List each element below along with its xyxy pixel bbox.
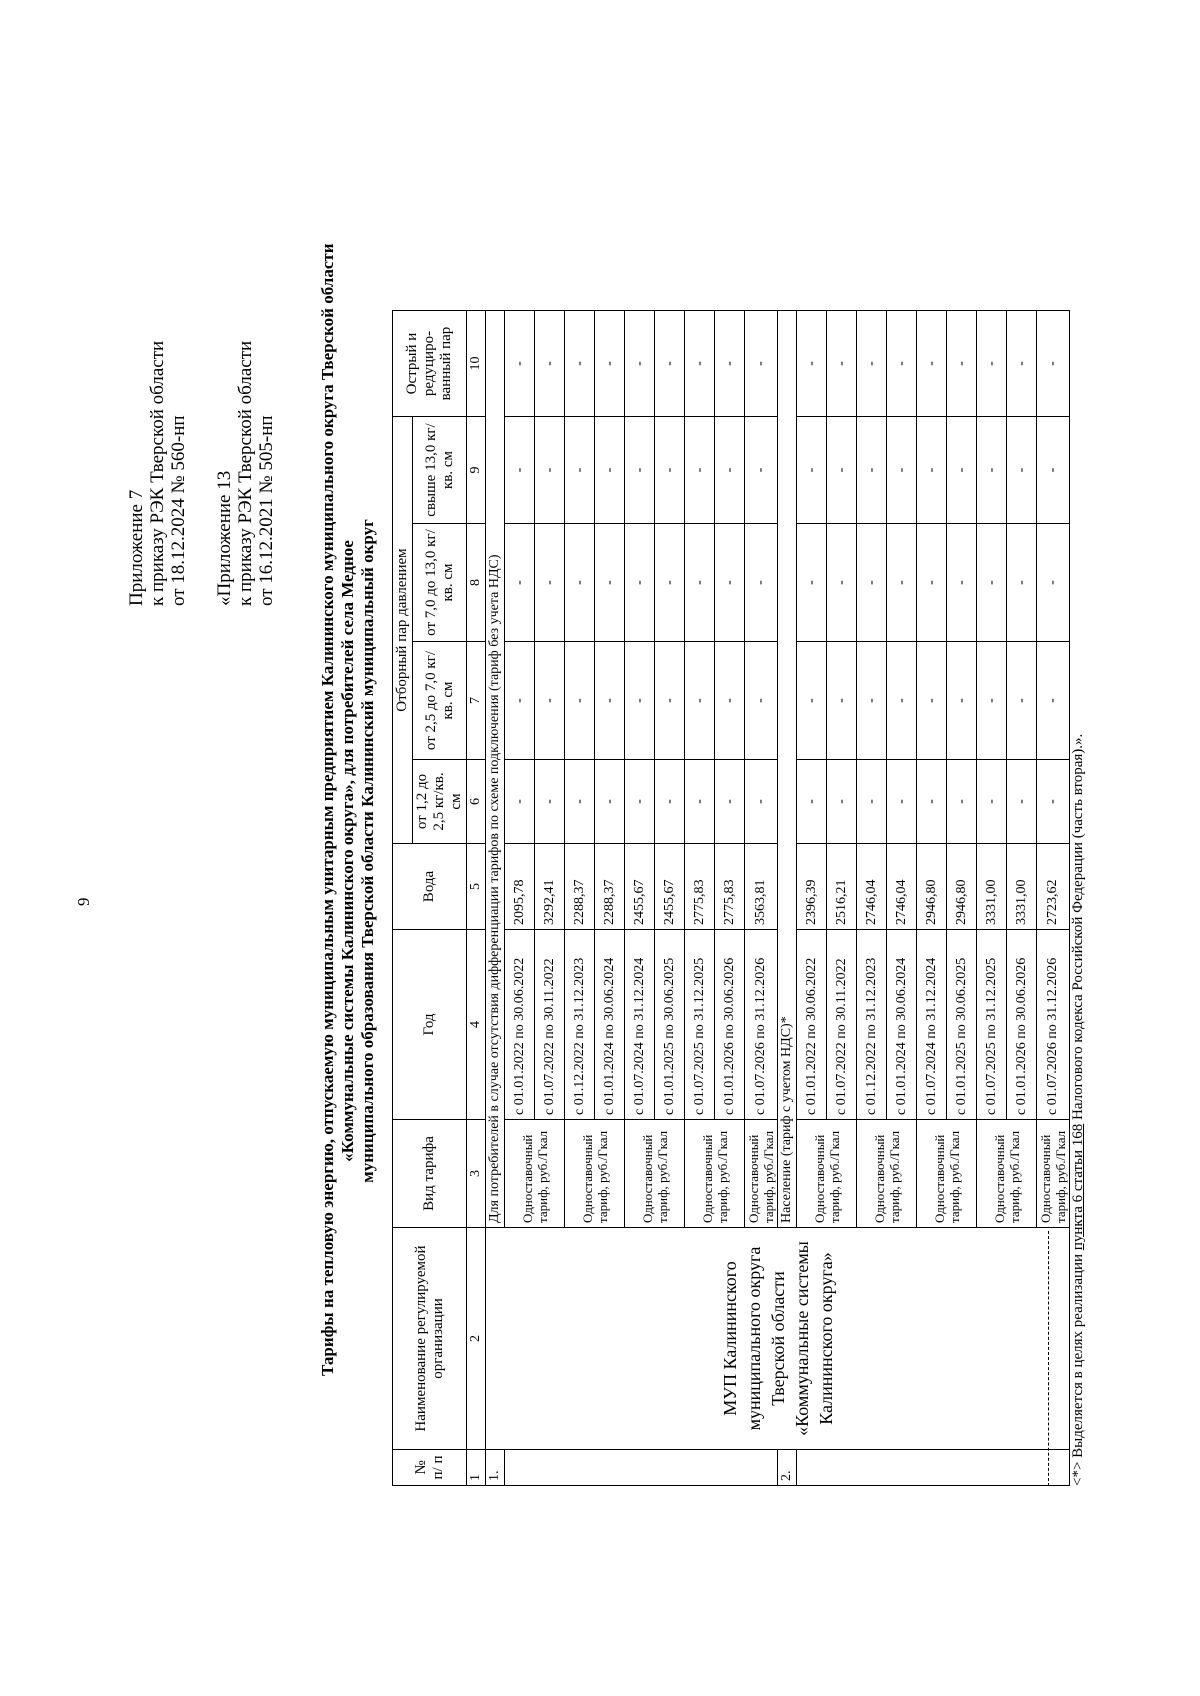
header-pressure-3: от 7,0 до 13,0 кг/кв. см xyxy=(413,524,467,642)
water-value-cell: 2946,80 xyxy=(917,844,947,930)
water-value-cell: 2455,67 xyxy=(625,844,655,930)
footnote-suffix: Налогового кодекса Российской Федерации (часть вторая).». xyxy=(1070,733,1086,1124)
dash-cell: - xyxy=(887,760,917,844)
dash-cell: - xyxy=(797,524,827,642)
section-title: Для потребителей в случае отсутствия дифференциации тарифов по схеме подключения (тариф без учета НДС) xyxy=(486,311,505,1228)
dash-cell: - xyxy=(857,311,887,417)
appendix-new-line1: Приложение 7 xyxy=(126,489,147,606)
water-value-cell: 2723,62 xyxy=(1037,844,1070,930)
dash-cell: - xyxy=(685,760,715,844)
water-value-cell: 2775,83 xyxy=(715,844,745,930)
dash-cell: - xyxy=(1007,760,1037,844)
tariff-type-cell: Одноставочный тариф, руб./Гкал xyxy=(797,1120,857,1228)
appendix-old-line3: от 16.12.2021 № 505-нп xyxy=(256,415,277,606)
dash-cell: - xyxy=(745,760,778,844)
dash-cell: - xyxy=(977,417,1007,524)
water-value-cell: 2746,04 xyxy=(857,844,887,930)
appendix-new-line3: от 18.12.2024 № 560-нп xyxy=(168,415,189,606)
water-value-cell: 2946,80 xyxy=(947,844,977,930)
header-pressure-4: свыше 13,0 кг/кв. см xyxy=(413,417,467,524)
dash-cell: - xyxy=(715,760,745,844)
column-number: 5 xyxy=(467,844,486,930)
column-number: 10 xyxy=(467,311,486,417)
appendix-new xyxy=(126,341,189,606)
period-cell: с 01.07.2026 по 31.12.2026 xyxy=(1037,930,1070,1120)
dash-cell: - xyxy=(797,311,827,417)
period-cell: с 01.01.2022 по 30.06.2022 xyxy=(797,930,827,1120)
dash-cell: - xyxy=(685,524,715,642)
dash-cell: - xyxy=(917,760,947,844)
dash-cell: - xyxy=(1007,524,1037,642)
header-num: № п/ п xyxy=(393,1450,467,1486)
header-org: Наименование регулируемой организации xyxy=(393,1228,467,1450)
period-cell: с 01.01.2025 по 30.06.2025 xyxy=(655,930,685,1120)
dash-cell: - xyxy=(917,642,947,760)
header-tariff-type: Вид тарифа xyxy=(393,1120,467,1228)
header-water: Вода xyxy=(393,844,467,930)
water-value-cell: 2288,37 xyxy=(595,844,625,930)
dash-cell: - xyxy=(797,642,827,760)
dash-cell: - xyxy=(655,524,685,642)
dash-cell: - xyxy=(827,642,857,760)
dash-cell: - xyxy=(595,760,625,844)
dash-cell: - xyxy=(977,760,1007,844)
tariff-type-cell: Одноставочный тариф, руб./Гкал xyxy=(505,1120,565,1228)
dash-cell: - xyxy=(827,760,857,844)
water-value-cell: 2746,04 xyxy=(887,844,917,930)
dash-cell: - xyxy=(797,417,827,524)
dash-cell: - xyxy=(1007,642,1037,760)
period-cell: с 01.01.2024 по 30.06.2024 xyxy=(887,930,917,1120)
dash-cell: - xyxy=(977,524,1007,642)
dash-cell: - xyxy=(535,642,565,760)
section-number: 1. xyxy=(486,1450,505,1486)
dash-cell: - xyxy=(595,417,625,524)
column-number: 9 xyxy=(467,417,486,524)
dash-cell: - xyxy=(565,311,595,417)
appendix-old xyxy=(214,341,277,606)
period-cell: с 01.01.2024 по 30.06.2024 xyxy=(595,930,625,1120)
dash-cell: - xyxy=(535,417,565,524)
dash-cell: - xyxy=(1037,417,1070,524)
dash-cell: - xyxy=(745,524,778,642)
dash-cell: - xyxy=(565,760,595,844)
page-number: 9 xyxy=(74,897,93,906)
dash-cell: - xyxy=(745,642,778,760)
dash-cell: - xyxy=(827,524,857,642)
header-year: Год xyxy=(393,930,467,1120)
dash-cell: - xyxy=(887,417,917,524)
dash-cell: - xyxy=(947,642,977,760)
dash-cell: - xyxy=(655,417,685,524)
dash-cell: - xyxy=(535,524,565,642)
period-cell: с 01.01.2026 по 30.06.2026 xyxy=(715,930,745,1120)
period-cell: с 01.12.2022 по 31.12.2023 xyxy=(565,930,595,1120)
footnote-link[interactable]: пункта 6 статьи 168 xyxy=(1070,1123,1086,1251)
water-value-cell: 2288,37 xyxy=(565,844,595,930)
document-title xyxy=(318,243,378,1376)
dash-cell: - xyxy=(535,311,565,417)
period-cell: с 01.01.2022 по 30.06.2022 xyxy=(505,930,535,1120)
dash-cell: - xyxy=(1037,524,1070,642)
water-value-cell: 3331,00 xyxy=(977,844,1007,930)
tariff-type-cell: Одноставочный тариф, руб./Гкал xyxy=(917,1120,977,1228)
dash-cell: - xyxy=(505,642,535,760)
dash-cell: - xyxy=(745,311,778,417)
dash-cell: - xyxy=(625,311,655,417)
title-line1: Тарифы на тепловую энергию, отпускаемую муниципальным унитарным предприятием Калининского муниципального округа Тверской области xyxy=(318,243,337,1376)
dash-cell: - xyxy=(685,642,715,760)
tariff-type-cell: Одноставочный тариф, руб./Гкал xyxy=(857,1120,917,1228)
section-number-cell xyxy=(797,1450,1070,1486)
column-number: 7 xyxy=(467,642,486,760)
dash-cell: - xyxy=(857,642,887,760)
dash-cell: - xyxy=(505,760,535,844)
dash-cell: - xyxy=(917,524,947,642)
dash-cell: - xyxy=(1007,417,1037,524)
dash-cell: - xyxy=(655,311,685,417)
appendix-old-line2: к приказу РЭК Тверской области xyxy=(235,340,256,606)
dash-cell: - xyxy=(625,642,655,760)
tariff-type-cell: Одноставочный тариф, руб./Гкал xyxy=(565,1120,625,1228)
period-cell: с 01.07.2022 по 30.11.2022 xyxy=(535,930,565,1120)
dash-cell: - xyxy=(977,642,1007,760)
title-line2: «Коммунальные системы Калининского округа», для потребителей села Медное xyxy=(338,540,357,1162)
dash-cell: - xyxy=(887,524,917,642)
dash-cell: - xyxy=(857,524,887,642)
dash-cell: - xyxy=(565,642,595,760)
dash-cell: - xyxy=(685,311,715,417)
column-number: 1 xyxy=(467,1450,486,1486)
dash-cell: - xyxy=(1037,311,1070,417)
footnote-prefix: <*> Выделяется в целях реализации xyxy=(1070,1250,1086,1486)
dash-cell: - xyxy=(625,417,655,524)
dash-cell: - xyxy=(715,417,745,524)
dash-cell: - xyxy=(625,524,655,642)
tariff-type-cell: Одноставочный тариф, руб./Гкал xyxy=(977,1120,1037,1228)
period-cell: с 01.07.2022 по 30.11.2022 xyxy=(827,930,857,1120)
dash-cell: - xyxy=(947,760,977,844)
header-pressure-2: от 2,5 до 7,0 кг/кв. см xyxy=(413,642,467,760)
dash-cell: - xyxy=(827,311,857,417)
dash-cell: - xyxy=(595,311,625,417)
tariff-table xyxy=(392,310,1070,1486)
organization-name: МУП Калининского муниципального округа Тверской области «Коммунальные системы Калининского округа» xyxy=(486,1228,1070,1450)
dash-cell: - xyxy=(715,642,745,760)
footnote xyxy=(1070,734,1087,1486)
dash-cell: - xyxy=(745,417,778,524)
period-cell: с 01.07.2024 по 31.12.2024 xyxy=(625,930,655,1120)
period-cell: с 01.07.2024 по 31.12.2024 xyxy=(917,930,947,1120)
section-row xyxy=(486,311,505,1486)
section-title: Население (тариф с учетом НДС)* xyxy=(778,311,797,1228)
tariff-type-cell: Одноставочный тариф, руб./Гкал xyxy=(625,1120,685,1228)
water-value-cell: 2775,83 xyxy=(685,844,715,930)
dash-cell: - xyxy=(685,417,715,524)
dash-cell: - xyxy=(595,524,625,642)
column-number: 8 xyxy=(467,524,486,642)
water-value-cell: 2396,39 xyxy=(797,844,827,930)
period-cell: с 01.07.2026 по 31.12.2026 xyxy=(745,930,778,1120)
water-value-cell: 3292,41 xyxy=(535,844,565,930)
dash-cell: - xyxy=(715,311,745,417)
period-cell: с 01.07.2025 по 31.12.2025 xyxy=(977,930,1007,1120)
dash-cell: - xyxy=(947,524,977,642)
dash-cell: - xyxy=(797,760,827,844)
dash-cell: - xyxy=(505,311,535,417)
dash-cell: - xyxy=(1037,642,1070,760)
period-cell: с 01.01.2025 по 30.06.2025 xyxy=(947,930,977,1120)
water-value-cell: 2095,78 xyxy=(505,844,535,930)
column-number: 2 xyxy=(467,1228,486,1450)
appendix-old-line1: «Приложение 13 xyxy=(214,470,235,606)
dash-cell: - xyxy=(505,524,535,642)
dash-cell: - xyxy=(917,311,947,417)
dash-cell: - xyxy=(655,760,685,844)
column-number: 3 xyxy=(467,1120,486,1228)
tariff-type-cell: Одноставочный тариф, руб./Гкал xyxy=(1037,1120,1070,1228)
dash-cell: - xyxy=(947,311,977,417)
water-value-cell: 3331,00 xyxy=(1007,844,1037,930)
period-cell: с 01.12.2022 по 31.12.2023 xyxy=(857,930,887,1120)
dash-cell: - xyxy=(535,760,565,844)
section-number: 2. xyxy=(778,1450,797,1486)
title-line3: муниципального образования Тверской области Калининский муниципальный округ xyxy=(358,519,377,1183)
header-pressure-1: от 1,2 до 2,5 кг/кв. см xyxy=(413,760,467,844)
tariff-type-cell: Одноставочный тариф, руб./Гкал xyxy=(685,1120,745,1228)
tariff-type-cell: Одноставочный тариф, руб./Гкал xyxy=(745,1120,778,1228)
dash-cell: - xyxy=(857,760,887,844)
dash-cell: - xyxy=(827,417,857,524)
period-cell: с 01.07.2025 по 31.12.2025 xyxy=(685,930,715,1120)
dash-cell: - xyxy=(565,524,595,642)
rotated-landscape-page xyxy=(30,30,1170,1666)
dash-cell: - xyxy=(887,311,917,417)
dash-cell: - xyxy=(1007,311,1037,417)
footnote-separator xyxy=(1048,1231,1049,1486)
dash-cell: - xyxy=(625,760,655,844)
column-number: 4 xyxy=(467,930,486,1120)
dash-cell: - xyxy=(595,642,625,760)
dash-cell: - xyxy=(565,417,595,524)
dash-cell: - xyxy=(715,524,745,642)
dash-cell: - xyxy=(655,642,685,760)
header-sharp-steam: Острый и редуциро-ванный пар xyxy=(393,311,467,417)
appendix-new-line2: к приказу РЭК Тверской области xyxy=(147,340,168,606)
water-value-cell: 3563,81 xyxy=(745,844,778,930)
column-number: 6 xyxy=(467,760,486,844)
dash-cell: - xyxy=(977,311,1007,417)
column-numbers-row xyxy=(467,311,486,1486)
water-value-cell: 2516,21 xyxy=(827,844,857,930)
dash-cell: - xyxy=(857,417,887,524)
water-value-cell: 2455,67 xyxy=(655,844,685,930)
dash-cell: - xyxy=(947,417,977,524)
section-number-cell xyxy=(505,1450,778,1486)
dash-cell: - xyxy=(887,642,917,760)
dash-cell: - xyxy=(1037,760,1070,844)
period-cell: с 01.01.2026 по 30.06.2026 xyxy=(1007,930,1037,1120)
dash-cell: - xyxy=(917,417,947,524)
header-selected-steam: Отборный пар давлением xyxy=(393,417,413,844)
dash-cell: - xyxy=(505,417,535,524)
